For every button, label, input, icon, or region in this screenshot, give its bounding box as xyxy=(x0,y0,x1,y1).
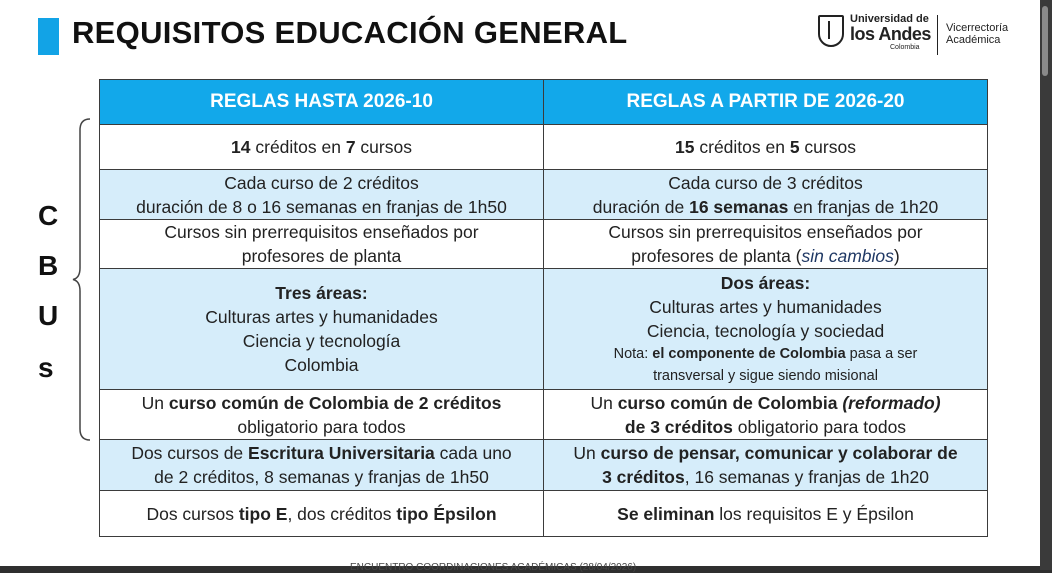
areas-new-cell xyxy=(544,269,988,390)
cbus-letter-b: B xyxy=(38,250,59,281)
credits-number: 15 xyxy=(675,137,695,157)
logo-line1: Universidad de xyxy=(850,13,929,25)
logo-separator xyxy=(937,15,938,55)
text-fragment: obligatorio para todos xyxy=(732,416,907,437)
text-fragment: sin cambios xyxy=(801,246,894,266)
university-logo xyxy=(818,13,1023,59)
table-row xyxy=(100,220,988,269)
text-fragment: el componente de Colombia xyxy=(652,346,846,362)
text-line: transversal y sigue siendo misional xyxy=(653,368,878,384)
text-line: Cada curso de 3 créditos xyxy=(668,172,863,193)
logo-academica: Académica xyxy=(946,34,1001,46)
text-line: Cada curso de 2 créditos xyxy=(224,172,419,193)
text-fragment: duración de xyxy=(592,196,690,217)
text-fragment: , dos créditos xyxy=(287,503,397,524)
text-fragment: curso común de Colombia xyxy=(617,392,843,413)
text-fragment: Dos cursos de xyxy=(131,443,249,463)
text-fragment: profesores de planta ( xyxy=(631,246,802,266)
text-line: Cursos sin prerrequisitos enseñados por xyxy=(164,222,479,242)
text-line: Ciencia, tecnología y sociedad xyxy=(646,321,885,341)
text-line: Culturas artes y humanidades xyxy=(649,297,882,317)
text-fragment: Un xyxy=(141,392,169,413)
text-fragment: ) xyxy=(893,246,900,266)
colombia-course-new-cell xyxy=(544,390,988,440)
writing-old-cell xyxy=(100,440,544,491)
text-line xyxy=(104,391,539,415)
text-fragment: curso común de Colombia de 2 créditos xyxy=(168,392,502,413)
table-row xyxy=(100,125,988,170)
writing-new-cell xyxy=(544,440,988,491)
text-fragment: tipo Épsilon xyxy=(396,503,497,524)
text-fragment: curso de pensar, comunicar y colaborar de xyxy=(600,443,958,463)
table-row xyxy=(100,390,988,440)
text-fragment: Se eliminan xyxy=(617,503,715,524)
table-row xyxy=(100,491,988,537)
areas-title: Dos áreas: xyxy=(720,273,811,293)
text-line: Culturas artes y humanidades xyxy=(205,307,438,327)
scrollbar-thumb[interactable] xyxy=(1042,6,1048,76)
scrollbar-track[interactable] xyxy=(1040,0,1052,570)
text-line: obligatorio para todos xyxy=(237,416,406,437)
text-fragment: (reformado) xyxy=(842,392,941,413)
text-fragment: de 3 créditos xyxy=(624,416,733,437)
courses-number: 5 xyxy=(789,137,800,157)
text-fragment: cursos xyxy=(799,137,856,157)
colombia-course-old-cell xyxy=(100,390,544,440)
text-fragment: Nota: xyxy=(613,346,653,362)
epsilon-old-cell xyxy=(100,491,544,537)
slide-footer: ENCUENTRO COORDINACIONES ACADÉMICAS (28/04/2026) xyxy=(350,562,637,573)
text-line: Colombia xyxy=(284,355,359,375)
credits-new-cell xyxy=(544,125,988,170)
text-fragment: pasa a ser xyxy=(845,346,918,362)
credits-number: 14 xyxy=(231,137,251,157)
text-line: Cursos sin prerrequisitos enseñados por xyxy=(608,222,923,242)
text-fragment: , 16 semanas y franjas de 1h20 xyxy=(684,467,929,487)
text-fragment: Dos cursos xyxy=(146,503,239,524)
logo-line3: Colombia xyxy=(890,44,920,51)
text-line xyxy=(548,391,983,415)
text-line xyxy=(104,441,539,465)
cbus-letter-c: C xyxy=(38,200,59,231)
cbus-letter-s: s xyxy=(38,352,54,383)
title-accent-bar xyxy=(38,18,59,55)
header-rules-until: REGLAS HASTA 2026-10 xyxy=(100,80,544,125)
text-fragment: créditos en xyxy=(250,137,346,157)
cbus-bracket xyxy=(72,118,92,441)
text-fragment: en franjas de 1h20 xyxy=(788,196,939,217)
text-line: Ciencia y tecnología xyxy=(242,331,401,351)
text-fragment: cursos xyxy=(355,137,412,157)
cbus-letter-u: U xyxy=(38,300,59,331)
courses-number: 7 xyxy=(345,137,356,157)
areas-note xyxy=(548,343,983,365)
text-line xyxy=(548,195,983,219)
table-row xyxy=(100,269,988,390)
logo-vicerrectoria: Vicerrectoría xyxy=(946,22,1009,34)
text-line: de 2 créditos, 8 semanas y franjas de 1h50 xyxy=(154,467,489,487)
text-line xyxy=(548,441,983,465)
text-fragment: los requisitos E y Épsilon xyxy=(714,503,914,524)
areas-title: Tres áreas: xyxy=(275,283,368,303)
text-fragment: cada uno xyxy=(434,443,512,463)
text-line xyxy=(548,415,983,439)
text-line: profesores de planta xyxy=(241,246,402,266)
text-fragment: 16 semanas xyxy=(689,196,789,217)
text-fragment: Escritura Universitaria xyxy=(248,443,435,463)
text-fragment: 3 créditos xyxy=(602,467,685,487)
text-fragment: Un xyxy=(573,443,601,463)
text-line xyxy=(548,244,983,268)
header-rules-from: REGLAS A PARTIR DE 2026-20 xyxy=(544,80,988,125)
duration-new-cell xyxy=(544,170,988,220)
faculty-new-cell xyxy=(544,220,988,269)
text-line xyxy=(548,465,983,489)
duration-old-cell xyxy=(100,170,544,220)
crest-icon xyxy=(818,15,844,47)
areas-old-cell xyxy=(100,269,544,390)
table-row xyxy=(100,170,988,220)
faculty-old-cell xyxy=(100,220,544,269)
text-fragment: tipo E xyxy=(238,503,288,524)
text-line: duración de 8 o 16 semanas en franjas de 1h50 xyxy=(136,196,507,217)
page-title: REQUISITOS EDUCACIÓN GENERAL xyxy=(72,15,628,50)
epsilon-new-cell xyxy=(544,491,988,537)
credits-old-cell xyxy=(100,125,544,170)
text-fragment: Un xyxy=(590,392,618,413)
rules-comparison-table xyxy=(99,79,988,537)
logo-line2: los Andes xyxy=(850,24,931,44)
text-fragment: créditos en xyxy=(694,137,790,157)
table-row xyxy=(100,440,988,491)
table-header-row xyxy=(100,80,988,125)
